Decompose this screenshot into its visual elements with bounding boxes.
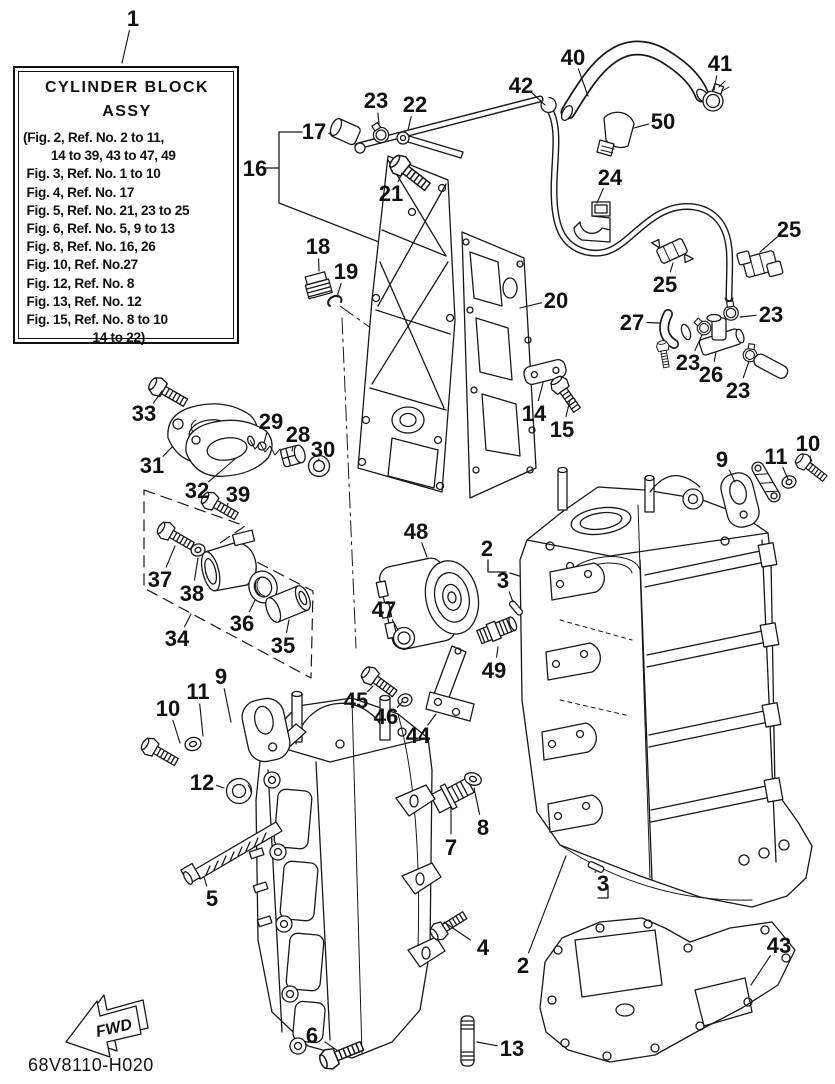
leader-line-10 [173, 720, 180, 743]
callout-2: 2 [516, 953, 530, 978]
callout-27: 27 [619, 310, 645, 335]
callout-19: 19 [333, 259, 359, 284]
info-box-ref-line: Fig. 5, Ref. No. 21, 23 to 25 [23, 202, 190, 218]
leader-line-49 [497, 647, 498, 657]
leader-line-25 [760, 237, 777, 252]
part-wire-clamp-25-right [737, 243, 784, 283]
callout-13: 13 [499, 1036, 525, 1061]
part-washer-11-left [184, 736, 203, 753]
callout-23: 23 [675, 350, 701, 375]
leader-line-35 [287, 620, 290, 632]
leader-line-22 [408, 117, 411, 130]
leader-line-23 [740, 315, 756, 317]
callout-2: 2 [480, 536, 494, 561]
callout-41: 41 [707, 51, 733, 76]
callout-26: 26 [698, 362, 724, 387]
callout-16: 16 [242, 156, 268, 181]
info-box-ref-line: Fig. 13, Ref. No. 12 [23, 293, 142, 309]
callout-10: 10 [795, 431, 821, 456]
info-box-title: CYLINDER BLOCK [44, 79, 210, 96]
callout-31: 31 [139, 453, 165, 478]
info-box [13, 66, 239, 344]
drawing-code: 68V8110-H020 [28, 1055, 154, 1075]
callout-3: 3 [596, 871, 610, 896]
part-bolt-37 [154, 519, 196, 554]
leader-line-24 [597, 189, 603, 203]
part-grommet-12 [227, 779, 252, 804]
leader-line-37 [166, 546, 175, 567]
part-hose-holder-24 [574, 202, 610, 242]
part-hose-stub [752, 352, 790, 380]
callout-5: 5 [205, 886, 219, 911]
leader-line-17 [329, 133, 331, 134]
part-bolt-15 [548, 373, 585, 415]
part-washer-11-right [780, 474, 797, 490]
info-box-ref-line: Fig. 15, Ref. No. 8 to 10 [23, 312, 168, 328]
callout-22: 22 [402, 92, 428, 117]
callout-14: 14 [521, 401, 547, 426]
part-bracket-44 [426, 646, 474, 721]
info-box-subtitle: ASSY [102, 103, 152, 120]
callout-9: 9 [214, 664, 228, 689]
leader-line-34 [185, 614, 191, 627]
leader-line-9 [224, 689, 231, 722]
part-bolt-10-left [138, 735, 180, 770]
callout-25: 25 [776, 217, 802, 242]
callout-10: 10 [155, 696, 181, 721]
leader-line-8 [474, 788, 480, 814]
leader-line-13 [477, 1042, 497, 1046]
callout-40: 40 [560, 45, 586, 70]
callout-34: 34 [164, 626, 190, 651]
callout-33: 33 [131, 401, 157, 426]
callout-32: 32 [184, 478, 210, 503]
info-box-ref-line: Fig. 4, Ref. No. 17 [23, 184, 135, 200]
callout-46: 46 [373, 704, 399, 729]
callout-21: 21 [378, 181, 404, 206]
fwd-arrow-icon [66, 995, 148, 1057]
part-stud-13 [461, 1016, 474, 1066]
leader-line-11 [200, 704, 203, 736]
leader-line-5 [204, 877, 207, 886]
callout-38: 38 [179, 581, 205, 606]
leader-line-36 [249, 600, 255, 612]
callout-12: 12 [189, 770, 215, 795]
part-exhaust-gasket [462, 232, 536, 498]
info-box-ref-line: 14 to 39, 43 to 47, 49 [23, 148, 176, 164]
info-box-ref-line: Fig. 12, Ref. No. 8 [23, 275, 135, 291]
part-bottom-gasket-43 [540, 918, 795, 1062]
callout-18: 18 [305, 234, 331, 259]
callout-15: 15 [549, 417, 575, 442]
callout-37: 37 [147, 567, 173, 592]
leader-line-38 [195, 558, 199, 580]
part-fitting-49 [476, 614, 519, 645]
callout-25: 25 [652, 272, 678, 297]
leader-line-45 [368, 686, 373, 692]
part-hose-bracket-50 [597, 112, 634, 156]
callout-11: 11 [186, 679, 210, 704]
callout-49: 49 [481, 658, 507, 683]
callout-30: 30 [310, 437, 336, 462]
callout-24: 24 [597, 165, 623, 190]
info-box-inner-border [18, 71, 234, 346]
part-oring-47 [394, 628, 415, 649]
part-plug-18 [303, 271, 332, 298]
leader-line-3 [509, 592, 513, 602]
leader-line-48 [422, 543, 427, 557]
info-box-ref-list [23, 129, 231, 347]
callout-45: 45 [343, 688, 369, 713]
callout-47: 47 [371, 597, 397, 622]
part-cylinder-block-right [520, 468, 812, 908]
leader-line-23 [743, 361, 749, 378]
callout-44: 44 [405, 723, 431, 748]
callout-23: 23 [725, 378, 751, 403]
callout-29: 29 [258, 409, 284, 434]
callout-7: 7 [444, 835, 458, 860]
info-box-ref-line: Fig. 10, Ref. No.27 [23, 257, 138, 273]
callout-1: 1 [126, 6, 140, 31]
callout-36: 36 [229, 611, 255, 636]
leader-line-19 [337, 283, 341, 297]
leader-line-50 [634, 124, 648, 128]
callout-50: 50 [650, 109, 676, 134]
part-oring-19 [328, 296, 341, 306]
part-pipe-22 [397, 132, 463, 158]
leader-line-23 [378, 113, 379, 124]
callout-23: 23 [363, 88, 389, 113]
info-box-ref-line: Fig. 8, Ref. No. 16, 26 [23, 239, 156, 255]
callout-43: 43 [766, 933, 792, 958]
fwd-label: FWD [94, 1016, 134, 1041]
callout-3: 3 [496, 568, 510, 593]
callout-8: 8 [476, 815, 490, 840]
callout-4: 4 [476, 935, 490, 960]
part-anode-28 [280, 444, 307, 467]
leader-line-12 [217, 785, 225, 788]
part-bracket-9-left [239, 695, 293, 764]
leader-line-2 [529, 856, 567, 953]
leader-line-31 [163, 447, 172, 456]
callout-17: 17 [301, 119, 327, 144]
leader-line-1 [122, 31, 129, 63]
callout-9: 9 [715, 447, 729, 472]
part-hose-clamp-41 [703, 81, 729, 111]
callout-11: 11 [764, 444, 788, 469]
callout-23: 23 [758, 302, 784, 327]
callout-6: 6 [305, 1023, 319, 1048]
callout-48: 48 [403, 519, 429, 544]
leader-line-26 [714, 352, 716, 361]
leader-line-14 [538, 383, 543, 401]
info-box-ref-line: (Fig. 2, Ref. No. 2 to 11, [23, 130, 165, 145]
info-box-ref-line: Fig. 3, Ref. No. 1 to 10 [23, 166, 161, 182]
info-box-ref-line: 14 to 22) [23, 330, 145, 346]
part-hose-clamp-23-top [723, 300, 741, 322]
callout-35: 35 [270, 633, 296, 658]
part-exhaust-cover [358, 156, 455, 492]
callout-39: 39 [225, 482, 251, 507]
part-fitting-17 [328, 117, 365, 153]
leader-line-27 [647, 323, 660, 324]
callout-20: 20 [543, 288, 569, 313]
callout-42: 42 [508, 73, 534, 98]
info-box-ref-line: Fig. 6, Ref. No. 5, 9 to 13 [23, 221, 175, 237]
callout-28: 28 [285, 422, 311, 447]
leader-line-25 [670, 263, 673, 272]
